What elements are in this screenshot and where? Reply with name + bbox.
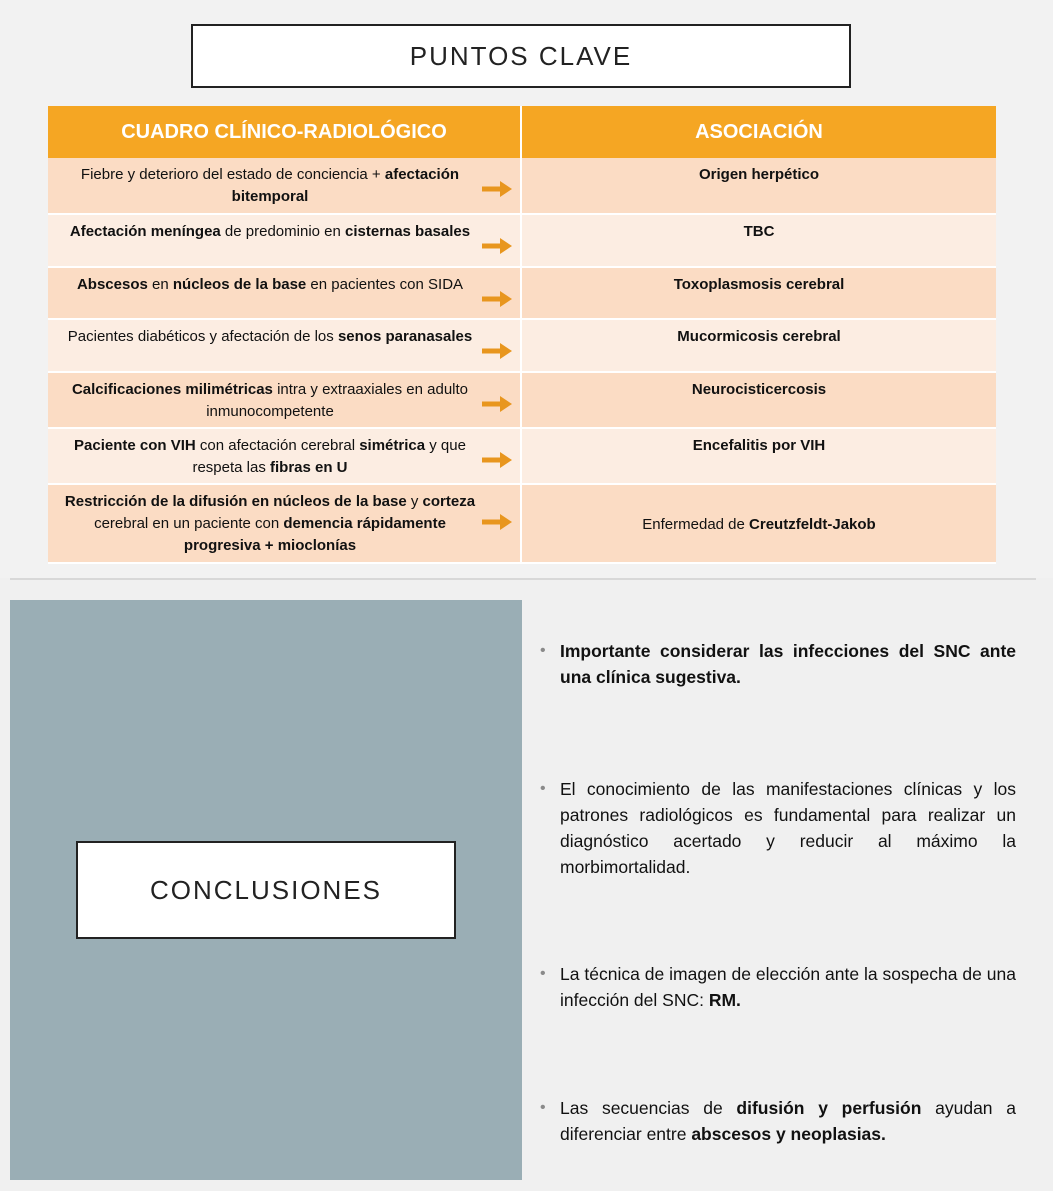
table-row bbox=[48, 158, 996, 214]
column-header-association: ASOCIACIÓN bbox=[521, 106, 996, 158]
bullet-bold-text: difusión y perfusión bbox=[736, 1098, 922, 1118]
table-row bbox=[48, 267, 996, 319]
clinical-text: en pacientes con SIDA bbox=[306, 276, 464, 293]
clinical-text: Pacientes diabéticos y afectación de los bbox=[67, 328, 338, 345]
table-header-row bbox=[48, 106, 996, 158]
association-cell bbox=[521, 484, 996, 563]
clinical-bold-text: fibras en U bbox=[270, 459, 348, 476]
clinical-bold-text: Paciente con VIH bbox=[74, 437, 196, 454]
association-cell bbox=[521, 428, 996, 484]
arrow-right-icon bbox=[482, 181, 512, 197]
clinical-bold-text: Afectación meníngea bbox=[69, 223, 221, 240]
bullet-bold-text: Importante considerar las infecciones del SNC ante una clínica sugestiva. bbox=[560, 641, 1016, 687]
conclusion-bullet bbox=[540, 638, 1016, 690]
table-row bbox=[48, 372, 996, 428]
clinical-cell bbox=[48, 214, 521, 267]
clinical-bold-text: núcleos de la base bbox=[172, 276, 307, 293]
bullet-dot-icon: • bbox=[540, 1099, 546, 1116]
association-cell bbox=[521, 267, 996, 319]
table-row bbox=[48, 319, 996, 372]
conclusion-bullet bbox=[540, 961, 1016, 1013]
table-row bbox=[48, 428, 996, 484]
conclusion-bullet bbox=[540, 1095, 1016, 1147]
clinical-cell bbox=[48, 372, 521, 428]
bullet-text: ayudan a diferenciar entre bbox=[560, 1098, 1016, 1144]
clinical-bold-text: corteza bbox=[422, 493, 476, 510]
association-bold-text: Mucormicosis cerebral bbox=[677, 328, 841, 345]
bullet-text: El conocimiento de las manifestaciones clínicas y los patrones radiológicos es fundamental para realizar un diagnóstico acertado y reducir al máximo la morbimortalidad. bbox=[560, 779, 1016, 877]
bullet-dot-icon: • bbox=[540, 642, 546, 659]
association-bold-text: TBC bbox=[743, 223, 775, 240]
arrow-right-icon bbox=[482, 291, 512, 307]
association-bold-text: Origen herpético bbox=[698, 166, 820, 183]
clinical-cell bbox=[48, 158, 521, 214]
clinical-cell bbox=[48, 484, 521, 563]
clinical-text: y que respeta las bbox=[192, 437, 466, 476]
clinical-bold-text: simétrica bbox=[359, 437, 426, 454]
key-points-table bbox=[48, 106, 996, 564]
slide-divider bbox=[10, 578, 1036, 580]
clinical-cell bbox=[48, 267, 521, 319]
association-cell bbox=[521, 319, 996, 372]
key-points-slide bbox=[0, 0, 1053, 578]
association-bold-text: Encefalitis por VIH bbox=[692, 437, 826, 454]
clinical-cell bbox=[48, 319, 521, 372]
association-text: Enfermedad de bbox=[642, 515, 750, 533]
slide-title: PUNTOS CLAVE bbox=[191, 24, 851, 88]
clinical-bold-text: Restricción de la difusión en núcleos de la base bbox=[64, 493, 407, 510]
bullet-bold-text: abscesos y neoplasias. bbox=[691, 1124, 886, 1144]
arrow-right-icon bbox=[482, 238, 512, 254]
arrow-right-icon bbox=[482, 514, 512, 530]
bullet-dot-icon: • bbox=[540, 780, 546, 797]
clinical-bold-text: afectación bitemporal bbox=[231, 166, 460, 205]
bullet-text: Las secuencias de bbox=[560, 1098, 737, 1118]
bullet-dot-icon: • bbox=[540, 965, 546, 982]
table-row bbox=[48, 484, 996, 563]
clinical-text: con afectación cerebral bbox=[195, 437, 360, 454]
conclusion-bullet bbox=[540, 776, 1016, 880]
column-header-clinical: CUADRO CLÍNICO-RADIOLÓGICO bbox=[48, 106, 521, 158]
clinical-cell bbox=[48, 428, 521, 484]
clinical-text: y bbox=[406, 493, 423, 510]
clinical-text: cerebral en un paciente con bbox=[94, 515, 284, 532]
bullet-bold-text: RM. bbox=[708, 990, 741, 1010]
clinical-bold-text: senos paranasales bbox=[337, 328, 473, 345]
clinical-text: intra y extraaxiales en adulto inmunocompetente bbox=[206, 381, 469, 420]
association-cell bbox=[521, 372, 996, 428]
clinical-bold-text: demencia rápidamente progresiva + mioclonías bbox=[183, 515, 446, 554]
clinical-text: en bbox=[147, 276, 173, 293]
clinical-bold-text: cisternas basales bbox=[345, 223, 471, 240]
clinical-bold-text: Abscesos bbox=[76, 276, 148, 293]
table-row bbox=[48, 214, 996, 267]
arrow-right-icon bbox=[482, 396, 512, 412]
clinical-text: Fiebre y deterioro del estado de conciencia + bbox=[80, 166, 385, 183]
conclusions-slide bbox=[10, 600, 1036, 1180]
conclusions-title: CONCLUSIONES bbox=[76, 841, 456, 939]
clinical-bold-text: Calcificaciones milimétricas bbox=[71, 381, 273, 398]
association-cell bbox=[521, 158, 996, 214]
association-bold-text: Toxoplasmosis cerebral bbox=[673, 276, 845, 293]
conclusions-side-panel bbox=[10, 600, 522, 1180]
association-bold-text: Neurocisticercosis bbox=[691, 381, 827, 398]
association-cell bbox=[521, 214, 996, 267]
bullet-text: La técnica de imagen de elección ante la sospecha de una infección del SNC: bbox=[560, 964, 1016, 1010]
association-bold-text: Creutzfeldt-Jakob bbox=[749, 515, 876, 533]
clinical-text: de predominio en bbox=[220, 223, 346, 240]
arrow-right-icon bbox=[482, 452, 512, 468]
conclusions-content bbox=[522, 600, 1046, 1180]
arrow-right-icon bbox=[482, 343, 512, 359]
